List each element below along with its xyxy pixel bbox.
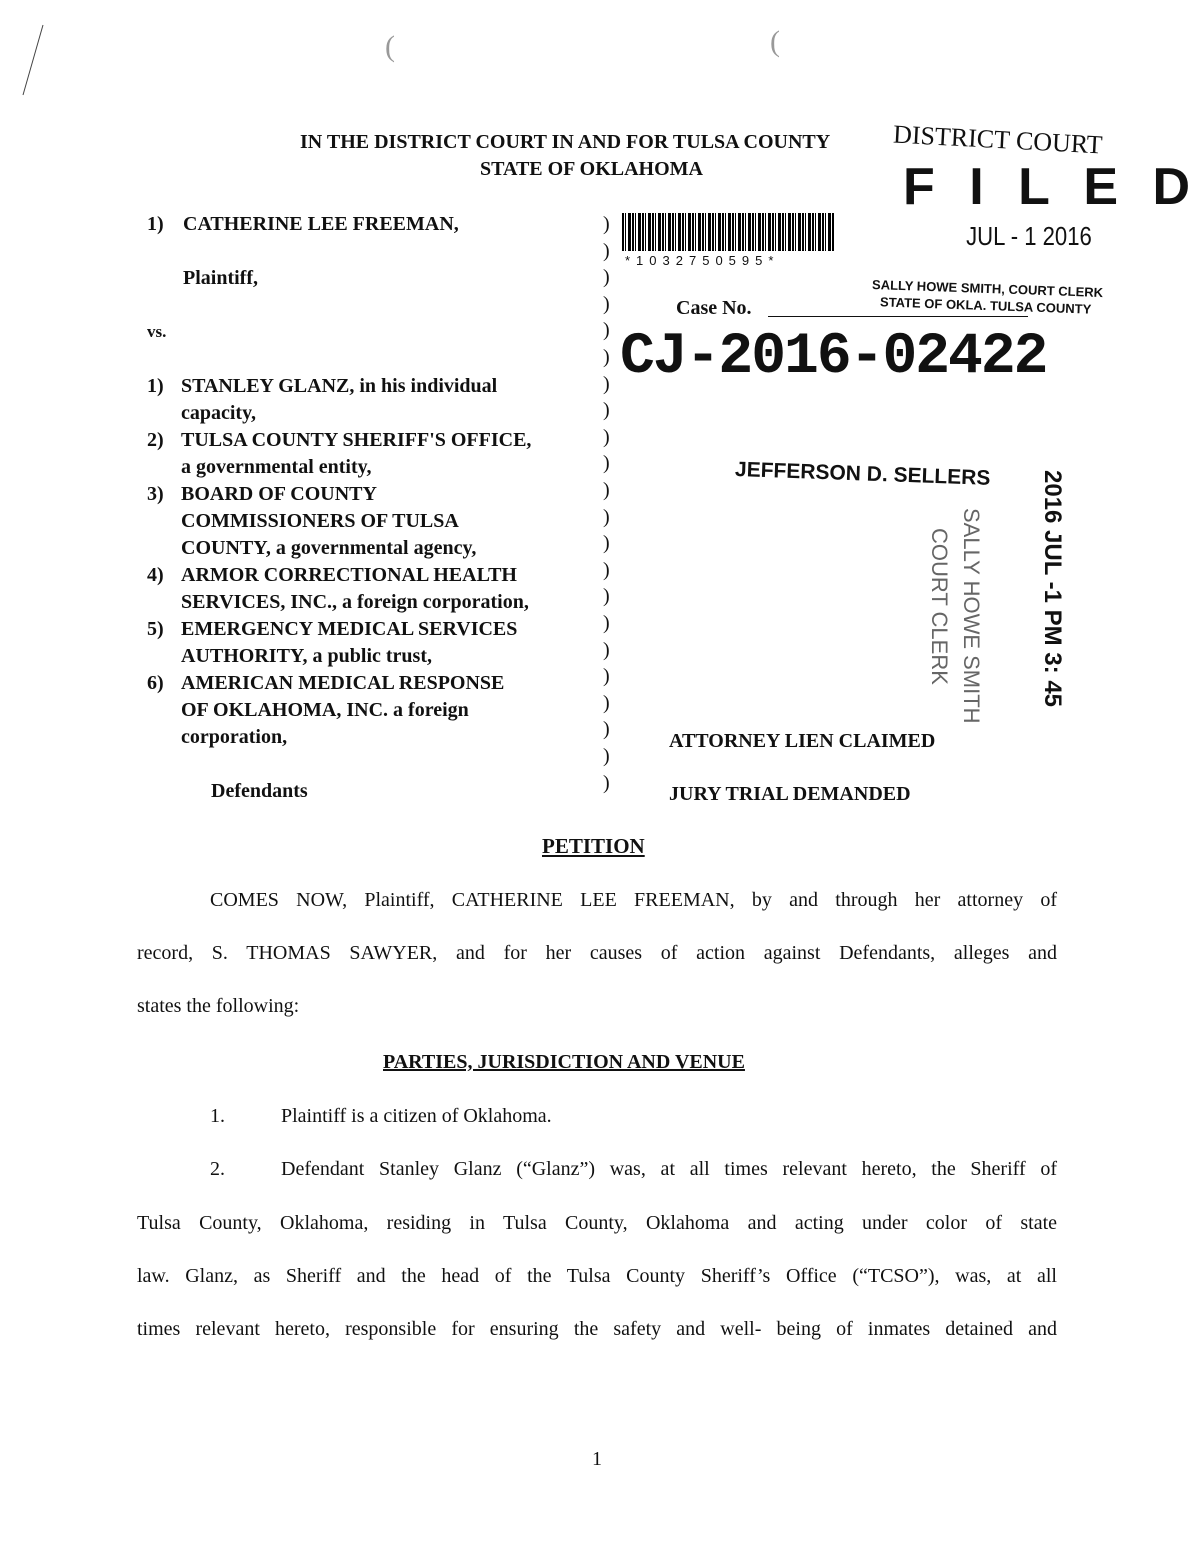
party-number: 2) <box>147 429 164 451</box>
caption-paren: ) <box>603 505 610 528</box>
punch-hole-mark: ( <box>385 30 395 63</box>
case-no-line <box>768 316 1028 317</box>
defendant-line: STANLEY GLANZ, in his individual <box>181 375 498 397</box>
court-header-line2: STATE OF OKLAHOMA <box>480 158 703 180</box>
stamp-clerk-1: SALLY HOWE SMITH, COURT CLERK <box>871 276 1104 301</box>
section-heading: PARTIES, JURISDICTION AND VENUE <box>383 1051 745 1073</box>
barcode <box>622 213 834 251</box>
defendant-line: SERVICES, INC., a foreign corporation, <box>181 591 529 613</box>
defendant-line: AMERICAN MEDICAL RESPONSE <box>181 672 505 694</box>
paragraph-line: law. Glanz, as Sheriff and the head of the Tulsa County Sheriff’s Office (“TCSO”), was, at all <box>137 1265 1057 1287</box>
defendant-line: AUTHORITY, a public trust, <box>181 645 432 667</box>
clerk-stamp-rotated-1: SALLY HOWE SMITH <box>959 508 984 724</box>
defendant-line: ARMOR CORRECTIONAL HEALTH <box>181 564 517 586</box>
caption-paren: ) <box>603 399 610 422</box>
party-number: 1) <box>147 213 164 235</box>
party-number: 4) <box>147 564 164 586</box>
paragraph-number: 2. <box>210 1158 225 1180</box>
defendant-line: corporation, <box>181 726 288 748</box>
party-number: 3) <box>147 483 164 505</box>
defendant-line: OF OKLAHOMA, INC. a foreign <box>181 699 469 721</box>
party-number: 5) <box>147 618 164 640</box>
case-no-label: Case No. <box>676 297 752 319</box>
paragraph-text: Plaintiff is a citizen of Oklahoma. <box>281 1105 552 1127</box>
caption-paren: ) <box>603 346 610 368</box>
caption-paren: ) <box>603 266 610 289</box>
jury-trial-notice: JURY TRIAL DEMANDED <box>669 783 911 805</box>
stamp-clerk-2: STATE OF OKLA. TULSA COUNTY <box>879 294 1092 317</box>
caption-paren: ) <box>603 532 610 555</box>
barcode-number: *1032750595* <box>625 253 780 268</box>
plaintiff-name: CATHERINE LEE FREEMAN, <box>183 213 459 235</box>
stamp-date: JUL - 1 2016 <box>966 221 1092 251</box>
party-number: 6) <box>147 672 164 694</box>
punch-hole-mark: ( <box>770 25 780 58</box>
caption-paren: ) <box>603 213 610 235</box>
defendant-line: EMERGENCY MEDICAL SERVICES <box>181 618 518 640</box>
court-header-line1: IN THE DISTRICT COURT IN AND FOR TULSA COUNTY <box>300 131 831 153</box>
caption-paren: ) <box>603 558 610 581</box>
page-number: 1 <box>592 1448 602 1470</box>
caption-paren: ) <box>603 319 610 342</box>
document-title: PETITION <box>542 834 645 858</box>
caption-paren: ) <box>603 718 610 741</box>
paragraph-number: 1. <box>210 1105 225 1127</box>
stamp-filed: F I L E D <box>903 158 1200 216</box>
defendant-line: BOARD OF COUNTY <box>181 483 377 505</box>
caption-paren: ) <box>603 665 610 688</box>
defendant-line: COMMISSIONERS OF TULSA <box>181 510 459 532</box>
caption-paren: ) <box>603 745 610 767</box>
case-number: CJ-2016-02422 <box>620 325 1047 390</box>
caption-paren: ) <box>603 612 610 634</box>
caption-paren: ) <box>603 292 610 315</box>
intro-line: record, S. THOMAS SAWYER, and for her causes of action against Defendants, alleges and <box>137 942 1057 964</box>
plaintiff-role: Plaintiff, <box>183 267 258 289</box>
caption-paren: ) <box>603 585 610 608</box>
caption-paren: ) <box>603 771 610 794</box>
defendant-line: COUNTY, a governmental agency, <box>181 537 477 559</box>
paragraph-line: Tulsa County, Oklahoma, residing in Tulsa County, Oklahoma and acting under color of state <box>137 1212 1057 1234</box>
caption-paren: ) <box>603 479 610 501</box>
caption-paren: ) <box>603 239 610 262</box>
caption-paren: ) <box>603 691 610 714</box>
defendant-line: capacity, <box>181 402 256 424</box>
stamp-district-court: DISTRICT COURT <box>892 119 1104 160</box>
paragraph-line: times relevant hereto, responsible for ensuring the safety and well- being of inmates detained and <box>137 1318 1057 1340</box>
versus: vs. <box>147 322 167 341</box>
clerk-stamp-rotated-2: COURT CLERK <box>927 528 952 685</box>
paragraph-line: Defendant Stanley Glanz (“Glanz”) was, at all times relevant hereto, the Sheriff of <box>281 1158 1057 1180</box>
party-number: 1) <box>147 375 164 397</box>
defendant-role: Defendants <box>211 780 308 802</box>
defendant-line: a governmental entity, <box>181 456 372 478</box>
caption-paren: ) <box>603 425 610 448</box>
attorney-lien-notice: ATTORNEY LIEN CLAIMED <box>669 730 936 752</box>
caption-paren: ) <box>603 452 610 475</box>
intro-line: states the following: <box>137 995 300 1017</box>
defendant-line: TULSA COUNTY SHERIFF'S OFFICE, <box>181 429 532 451</box>
filed-time-stamp: 2016 JUL -1 PM 3: 45 <box>1039 470 1066 708</box>
judge-stamp: JEFFERSON D. SELLERS <box>734 458 991 490</box>
intro-line: COMES NOW, Plaintiff, CATHERINE LEE FREEMAN, by and through her attorney of <box>210 889 1057 911</box>
pen-mark <box>15 20 55 100</box>
caption-paren: ) <box>603 638 610 661</box>
caption-paren: ) <box>603 372 610 395</box>
